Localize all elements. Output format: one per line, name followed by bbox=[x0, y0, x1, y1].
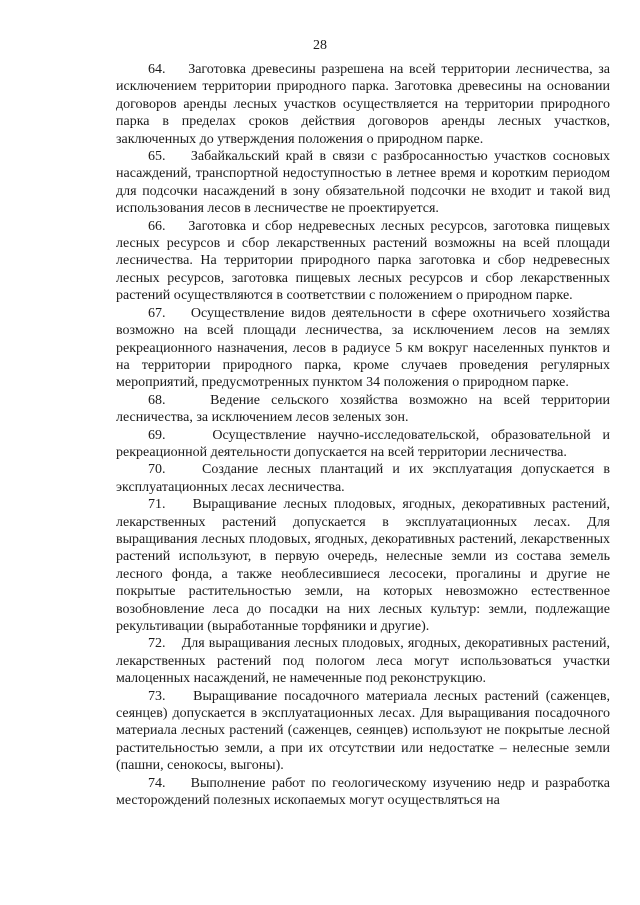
paragraph-text: Выращивание лесных плодовых, ягодных, декоративных растений, лекарственных растений допускается в эксплуатационных лесах. Для выращивания лесных плодовых, ягодных, декоративных растений, лекарственных растений используют, в первую очередь, нелесные земли из состава земель лесного фонда, а также необлесившиеся лесосеки, прогалины и другие не покрытые растительностью земли, на которых невозможно естественное возобновление леса до посадки на них лесных культур: земли, подлежащие рекультивации (выработанные торфяники и другие). bbox=[116, 497, 611, 634]
paragraph-text: Ведение сельского хозяйства возможно на всей территории лесничества, за исключением лесов зеленых зон. bbox=[116, 392, 611, 426]
document-body bbox=[116, 61, 610, 809]
paragraph-text: Заготовка и сбор недревесных лесных ресурсов, заготовка пищевых лесных ресурсов и сбор лекарственных растений возможны на всей площади лесничества. На территории природного парка заготовка и сбор недревесных лесных ресурсов, заготовка пищевых лесных ресурсов и сбор лекарственных растений осуществляются в соответствии с положением о природном парке. bbox=[116, 218, 611, 304]
paragraph-number: 66. bbox=[148, 218, 166, 234]
paragraph-73 bbox=[116, 688, 610, 775]
paragraph-number: 68. bbox=[148, 392, 166, 408]
paragraph-64 bbox=[116, 61, 610, 148]
paragraph-68 bbox=[116, 392, 610, 427]
paragraph-number: 67. bbox=[148, 305, 166, 321]
paragraph-text: Выращивание посадочного материала лесных растений (саженцев, сеянцев) допускается в эксплуатационных лесах. Для выращивания посадочного материала лесных растений (саженцев, сеянцев) используют не покрытые лесной растительностью земли, а при их отсутствии или недостатке – нелесные земли (пашни, сенокосы, выгоны). bbox=[116, 688, 610, 774]
paragraph-74 bbox=[116, 775, 610, 810]
paragraph-69 bbox=[116, 427, 610, 462]
paragraph-text: Осуществление научно-исследовательской, образовательной и рекреационной деятельности допускается на всей территории лесничества. bbox=[116, 427, 610, 460]
paragraph-number: 72. bbox=[148, 636, 166, 652]
paragraph-66 bbox=[116, 218, 610, 305]
page-number: 28 bbox=[313, 38, 327, 53]
paragraph-67 bbox=[116, 305, 610, 392]
paragraph-text: Осуществление видов деятельности в сфере охотничьего хозяйства возможно на всей площади лесничества, за исключением лесов на землях рекреационного назначения, лесов в радиусе 5 км вокруг населенных пунктов и на территории природного парка, кроме случаев проведения регулярных мероприятий, предусмотренных пунктом 34 положения о природном парке. bbox=[116, 305, 611, 391]
paragraph-text: Заготовка древесины разрешена на всей территории лесничества, за исключением территории природного парка. Заготовка древесины на основании договоров аренды лесных участков осуществляется на территории природного парка в пределах сроков действия договоров аренды лесных участков, заключенных до утверждения положения о природном парке. bbox=[116, 62, 610, 147]
paragraph-71 bbox=[116, 496, 610, 635]
paragraph-number: 74. bbox=[148, 775, 166, 791]
paragraph-number: 64. bbox=[148, 62, 166, 77]
paragraph-72 bbox=[116, 635, 610, 687]
paragraph-70 bbox=[116, 461, 610, 496]
paragraph-number: 73. bbox=[148, 688, 166, 704]
paragraph-text: Для выращивания лесных плодовых, ягодных, декоративных растений, лекарственных растений под пологом леса могут использоваться участки малоценных насаждений, не намеченные под реконструкцию. bbox=[116, 636, 610, 687]
paragraph-65 bbox=[116, 148, 610, 218]
paragraph-number: 71. bbox=[148, 497, 166, 513]
paragraph-text: Создание лесных плантаций и их эксплуатация допускается в эксплуатационных лесах лесничества. bbox=[116, 462, 611, 495]
paragraph-number: 69. bbox=[148, 427, 166, 443]
paragraph-number: 70. bbox=[148, 462, 166, 478]
paragraph-text: Выполнение работ по геологическому изучению недр и разработка месторождений полезных ископаемых могут осуществляться на bbox=[116, 775, 610, 809]
paragraph-number: 65. bbox=[148, 149, 166, 165]
paragraph-text: Забайкальский край в связи с разбросанностью участков сосновых насаждений, транспортной недоступностью в летнее время и коротким периодом для подсочки насаждений в зону обязательной подсочки не входит и такой вид использования лесов в лесничестве не проектируется. bbox=[116, 149, 611, 217]
